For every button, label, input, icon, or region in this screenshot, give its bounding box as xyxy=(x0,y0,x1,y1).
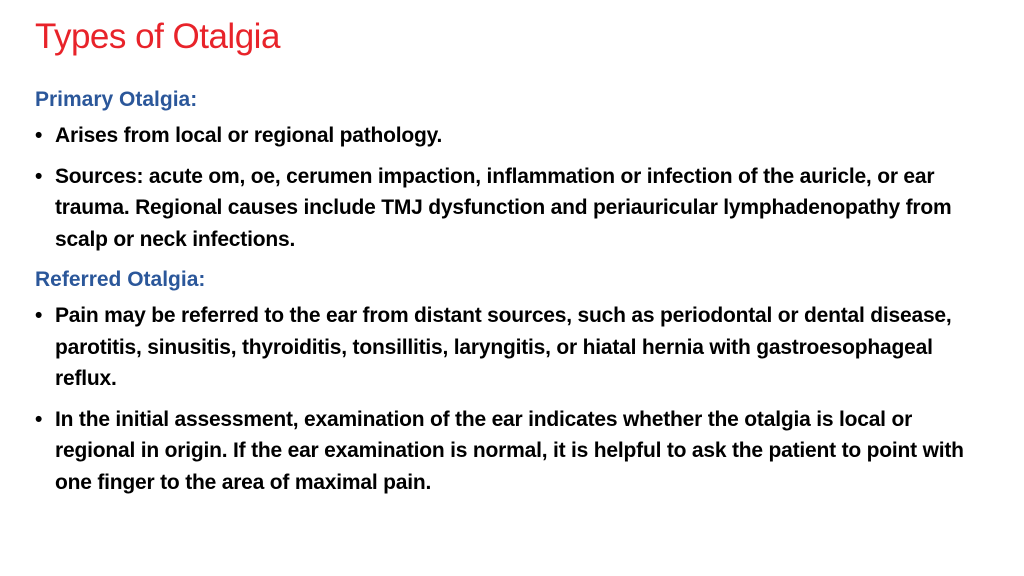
bullet-item xyxy=(35,300,970,395)
bullet-item xyxy=(35,161,970,256)
bullet-dot-icon: • xyxy=(35,407,43,431)
bullet-item xyxy=(35,404,970,499)
bullet-text: Sources: acute om, oe, cerumen impaction, inflammation or infection of the auricle, or ear trauma. Regional causes include TMJ dysfunction and periauricular lymphadenopathy from scalp or neck infections. xyxy=(55,164,952,251)
bullet-text: In the initial assessment, examination of the ear indicates whether the otalgia is local or regional in origin. If the ear examination is normal, it is helpful to ask the patient to point with one finger to the area of maximal pain. xyxy=(55,407,964,494)
slide-content xyxy=(35,84,970,507)
bullet-item xyxy=(35,120,970,152)
bullet-dot-icon: • xyxy=(35,164,43,188)
bullet-dot-icon: • xyxy=(35,124,43,147)
bullet-text: Arises from local or regional pathology. xyxy=(55,124,443,147)
section-heading-referred: Referred Otalgia: xyxy=(35,268,206,291)
slide-title: Types of Otalgia xyxy=(35,17,280,56)
section-heading-primary: Primary Otalgia: xyxy=(35,88,198,111)
bullet-dot-icon: • xyxy=(35,304,43,327)
bullet-text: Pain may be referred to the ear from distant sources, such as periodontal or dental disease, parotitis, sinusitis, thyroiditis, tonsillitis, laryngitis, or hiatal hernia with gastroesophageal reflux. xyxy=(55,304,952,390)
